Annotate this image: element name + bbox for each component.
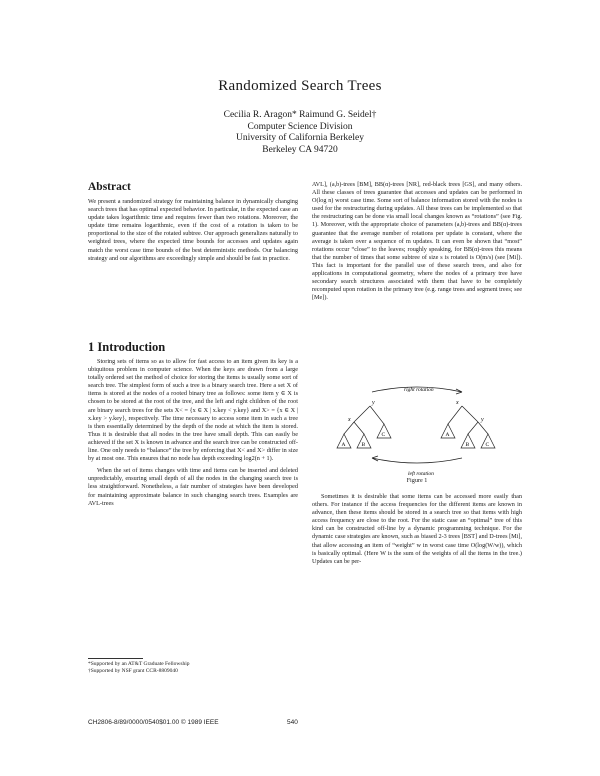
right-column-top <box>312 181 522 302</box>
left-rotation-arrow <box>372 458 462 463</box>
left-tree-label-c: C <box>381 432 386 438</box>
intro-body <box>88 358 298 508</box>
right-tree-node-y: y <box>481 417 484 423</box>
left-tree-label-a: A <box>341 442 346 448</box>
right-paragraph-1: AVL], (a,b)-trees [BM], BB(α)-trees [NR], red-black trees [GS], and many others. All these classes of trees guarantee that accesses and updates can be performed in O(log n) worst case time. Some sort of balance information stored with the nodes is used for the restructuring during updates. All these trees can be implemented so that the restructuring can be done via small local changes known as “rotations” (see Fig. 1). Moreover, with the appropriate choice of parameters (a,b)-trees and BB(α)-trees guarantee that the average number of rotations per update is constant, where the average is taken over a sequence of m updates. It can even be shown that “most” rotations occur “close” to the leaves; roughly speaking, for BB(α)-trees this means that the number of times that some subtree of size s is rotated is O(m/s) (see [Mi]). This fact is important for the parallel use of these search trees, and also for applications in computational geometry, where the nodes of a primary tree have secondary search structures associated with them that have to be completely recomputed upon rotation in the primary tree (e.g. range trees and segment trees; see [Me]). <box>312 181 522 302</box>
left-tree-label-b: B <box>361 442 366 448</box>
affiliation-line-3: Berkeley CA 94720 <box>262 144 338 155</box>
left-tree-node-y: y <box>372 400 375 406</box>
right-tree-label-a: A <box>445 432 450 438</box>
abstract-text: We present a randomized strategy for maintaining balance in dynamically changing search trees that has optimal expected behavior. In particular, in the expected case an update takes logarithmic time and requires fewer than two rotations. Moreover, the update time remains logarithmic, even if the cost of a rotation is taken to be proportional to the size of the rotated subtree. Our approach generalizes naturally to weighted trees, where the expected time bounds for accesses and updates again match the worst case time bounds of the best deterministic methods. Our balancing strategy and our algorithms are exceedingly simple and should be fast in practice. <box>88 198 298 262</box>
paper-title: Randomized Search Trees <box>218 78 382 94</box>
page-number: 540 <box>287 719 298 726</box>
figure-caption: Figure 1 <box>406 477 428 484</box>
authors: Cecilia R. Aragon* Raimund G. Seidel† <box>223 110 377 120</box>
left-tree-edge-4 <box>354 422 364 434</box>
figure-1 <box>312 384 522 484</box>
intro-paragraph-2: When the set of items changes with time and items can be inserted and deleted unpredictably, ensuring small depth of all the nodes in the changing search tree is less straightforward. Nonetheless, a fair number of strategies have been developed for maintaining approximate balance in such changing search trees. Examples are AVL-trees <box>88 467 298 507</box>
right-tree-label-c: C <box>485 442 490 448</box>
right-tree-label-b: B <box>465 442 470 448</box>
right-tree-edge-2 <box>462 406 478 422</box>
left-tree-edge-1 <box>354 406 370 422</box>
left-rotation-label: left rotation <box>408 471 434 477</box>
left-tree-edge-2 <box>370 406 384 424</box>
right-rotation-label: right rotation <box>404 387 434 393</box>
intro-heading: 1 Introduction <box>88 340 166 354</box>
right-tree-edge-3 <box>468 422 478 434</box>
right-tree-node-x: x <box>456 400 459 406</box>
abstract-body <box>88 198 298 263</box>
copyright-code: CH2806-8/89/0000/0540$01.00 © 1989 IEEE <box>88 719 219 726</box>
affiliation-line-1: Computer Science Division <box>247 121 353 132</box>
footnote-1: *Supported by an AT&T Graduate Fellowship <box>88 661 190 667</box>
right-tree-edge-1 <box>448 406 462 424</box>
left-tree-node-x: x <box>348 417 351 423</box>
footnote-rule <box>88 658 143 659</box>
footnotes <box>88 661 189 675</box>
affiliation-line-2: University of California Berkeley <box>236 133 364 143</box>
footnote-2: †Supported by NSF grant CCR-8809040 <box>88 668 178 674</box>
right-column-bottom <box>312 493 522 566</box>
author-block <box>0 110 600 156</box>
right-tree-edge-4 <box>478 422 488 434</box>
intro-paragraph-1: Storing sets of items so as to allow for fast access to an item given its key is a ubiquitous problem in computer science. When the keys are drawn from a large totally ordered set the method of choice for storing the items is usually some sort of search tree. The simplest form of such a tree is a binary search tree. Here a set X of items is stored at the nodes of a rooted binary tree as follows: some item y ∈ X is chosen to be stored at the root of the tree, and the left and right children of the root are binary search trees for the sets X< = {x ∈ X | x.key < y.key} and X> = {x ∈ X | x.key > y.key}, respectively. The time necessary to access some item in such a tree is then essentially determined by the depth of the node at which the item is stored. Thus it is desirable that all nodes in the tree have small depth. This can easily be achieved if the set X is known in advance and the search tree can be constructed off-line. One only needs to “balance” the tree by enforcing that X< and X> differ in size by at most one. This ensures that no node has depth exceeding log2(n + 1). <box>88 358 298 463</box>
left-tree-edge-3 <box>344 422 354 434</box>
abstract-heading: Abstract <box>88 181 131 193</box>
right-paragraph-2: Sometimes it is desirable that some items can be accessed more easily than others. For instance if the access frequencies for the different items are known in advance, then these items should be stored in a search tree so that items with high access frequency are close to the root. For the static case an “optimal” tree of this kind can be constructed off-line by a dynamic programming technique. For the dynamic case strategies are known, such as biased 2-3 trees [BST] and D-trees [Mi], that allow accessing an item of “weight” w in worst case time O(log(W/w)), which is basically optimal. (Here W is the sum of the weights of all the items in the tree.) Updates can be per- <box>312 493 522 565</box>
